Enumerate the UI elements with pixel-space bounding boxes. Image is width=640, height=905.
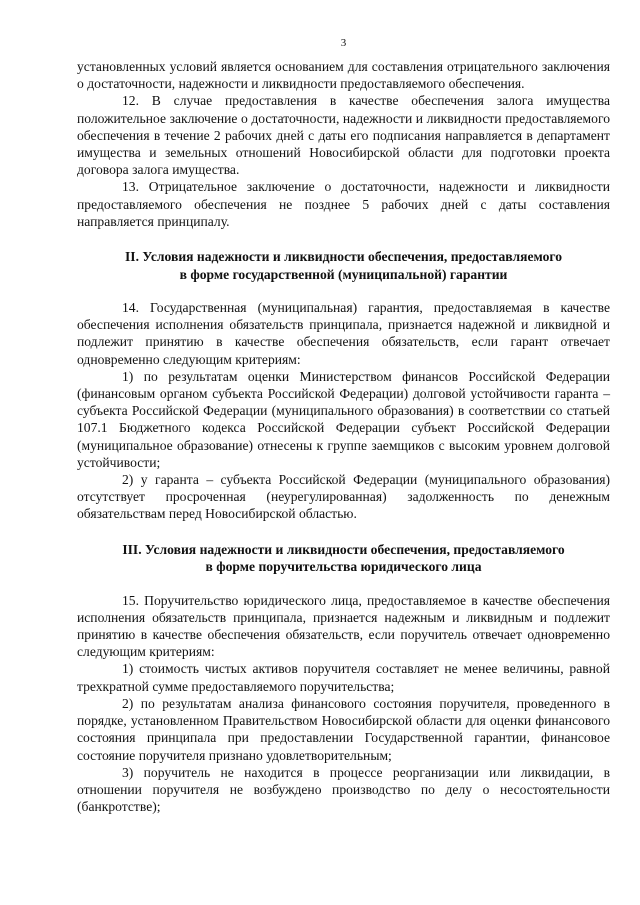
paragraph-15-item-2: 2) по результатам анализа финансового состояния поручителя, проведенного в порядке, установленном Правительством Новосибирской области для оценки финансового состояния принципала при предоставлении Государственной гарантии, финансовое состояние поручителя признано удовлетворительным; (77, 695, 610, 763)
page-number: 3 (340, 37, 347, 49)
section-2-heading-line-2: в форме государственной (муниципальной) гарантии (179, 266, 508, 282)
paragraph-15-item-3: 3) поручитель не находится в процессе реорганизации или ликвидации, в отношении поручителя не возбуждено производство по делу о несостоятельности (банкротстве); (77, 764, 610, 815)
paragraph-15: 15. Поручительство юридического лица, предоставляемое в качестве обеспечения исполнения обязательств принципала, признается надежным и ликвидным и подлежит принятию в качестве обеспечения обязательств, если поручитель отвечает одновременно следующим критериям: (77, 592, 610, 660)
section-3-heading-line-2: в форме поручительства юридического лица (205, 559, 482, 575)
paragraph-14: 14. Государственная (муниципальная) гарантия, предоставляемая в качестве обеспечения исполнения обязательств принципала, признается надежной и ликвидной и подлежит принятию в качестве обеспечения обязательств, если гарант отвечает одновременно следующим критериям: (77, 300, 610, 367)
section-3-heading-line-1: III. Условия надежности и ликвидности обеспечения, предоставляемого (122, 541, 565, 557)
paragraph-13: 13. Отрицательное заключение о достаточности, надежности и ликвидности предоставляемого обеспечения не позднее 5 рабочих дней с даты составления направляется принципалу. (77, 179, 610, 229)
paragraph-15-item-1: 1) стоимость чистых активов поручителя составляет не менее величины, равной трехкратной сумме предоставляемого поручительства; (77, 661, 610, 694)
section-2-heading (77, 248, 610, 283)
paragraph-12: 12. В случае предоставления в качестве обеспечения залога имущества положительное заключение о достаточности, надежности и ликвидности предоставляемого обеспечения в течение 2 рабочих дней с даты его подписания направляется в департамент имущества и земельных отношений Новосибирской области для подготовки проекта договора залога имущества. (77, 93, 610, 178)
section-2-heading-line-1: II. Условия надежности и ликвидности обеспечения, предоставляемого (124, 249, 562, 265)
section-3-heading (77, 541, 610, 576)
paragraph-14-item-1: 1) по результатам оценки Министерством финансов Российской Федерации (финансовым органом субъекта Российской Федерации) долговой устойчивости гаранта – субъекта Российской Федерации (муниципального образования) в соответствии со статьей 107.1 Бюджетного кодекса Российской Федерации субъект Российской Федерации (муниципальное образование) отнесены к группе заемщиков с высоким уровнем долговой устойчивости; (77, 368, 610, 470)
paragraph-continuation: установленных условий является основанием для составления отрицательного заключения о достаточности, надежности и ликвидности предоставляемого обеспечения. (77, 59, 610, 92)
paragraph-14-item-2: 2) у гаранта – субъекта Российской Федерации (муниципального образования) отсутствует просроченная (неурегулированная) задолженность по денежным обязательствам перед Новосибирской областью. (77, 472, 610, 522)
